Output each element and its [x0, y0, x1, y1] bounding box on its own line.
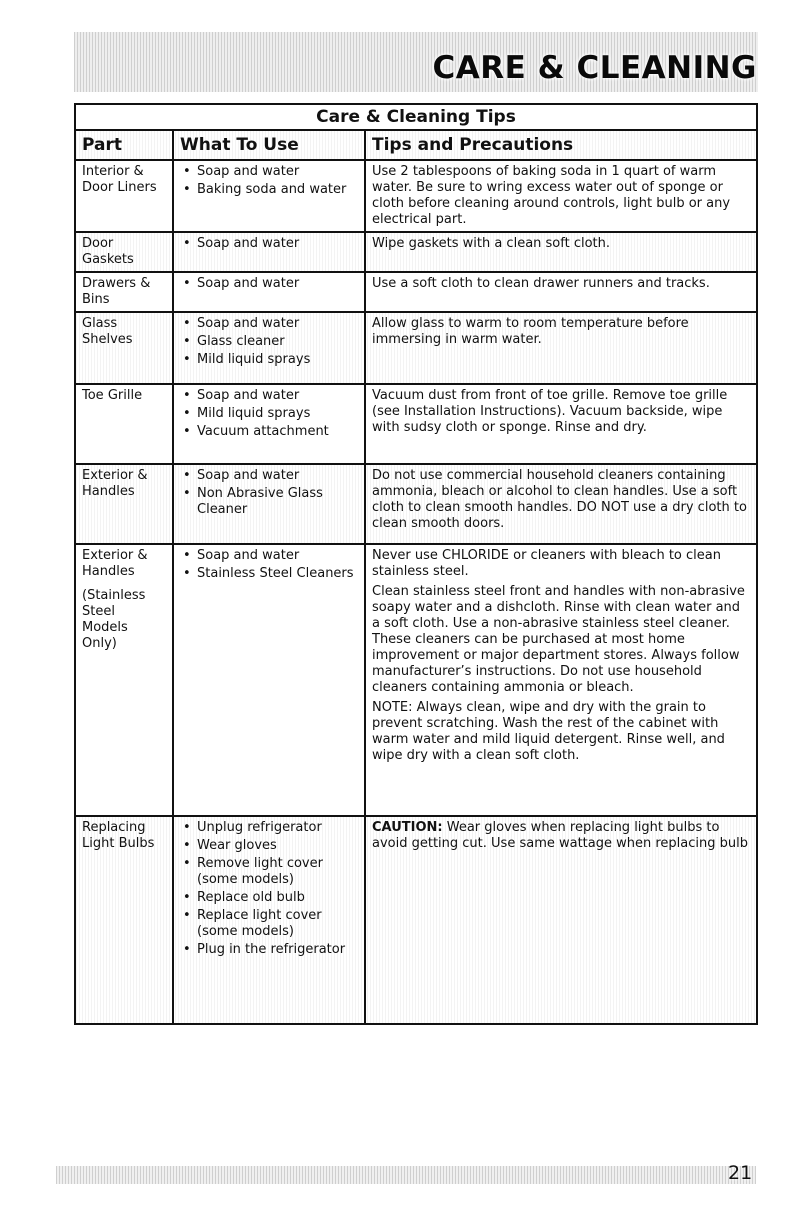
table-row: [76, 385, 756, 465]
list-item: • Mild liquid sprays: [180, 352, 358, 368]
column-header-tips: Tips and Precautions: [372, 135, 574, 155]
what-to-use-cell: [174, 817, 366, 1023]
list-item: • Plug in the refrigerator: [180, 942, 358, 958]
part-cell: Replacing Light Bulbs: [76, 817, 174, 1023]
list-item: • Mild liquid sprays: [180, 406, 358, 422]
what-to-use-cell: [174, 545, 366, 815]
what-to-use-cell: [174, 465, 366, 543]
part-cell: Glass Shelves: [76, 313, 174, 383]
part-cell: Toe Grille: [76, 385, 174, 463]
table-row: [76, 817, 756, 1023]
list-item: • Vacuum attachment: [180, 424, 358, 440]
table-row: [76, 233, 756, 273]
list-item: • Soap and water: [180, 388, 358, 404]
part-cell: Drawers & Bins: [76, 273, 174, 311]
list-item: • Soap and water: [180, 548, 358, 564]
list-item: • Stainless Steel Cleaners: [180, 566, 358, 582]
table-row: [76, 273, 756, 313]
list-item: • Unplug refrigerator: [180, 820, 358, 836]
table-header-row: [76, 131, 756, 161]
what-to-use-cell: [174, 385, 366, 463]
part-cell: Door Gaskets: [76, 233, 174, 271]
part-cell: Interior & Door Liners: [76, 161, 174, 231]
footer-band: [56, 1166, 756, 1184]
caution-label: CAUTION:: [372, 820, 443, 835]
tips-cell: Wipe gaskets with a clean soft cloth.: [372, 236, 611, 251]
list-item: • Remove light cover (some models): [180, 856, 358, 888]
table-row: [76, 545, 756, 817]
list-item: • Soap and water: [180, 276, 358, 292]
tips-cell: CAUTION: Wear gloves when replacing light bulbs to avoid getting cut. Use same wattage when replacing bulb: [372, 820, 748, 851]
tips-cell: Allow glass to warm to room temperature before immersing in warm water.: [372, 316, 689, 347]
part-cell: Exterior & Handles: [76, 465, 174, 543]
list-item: • Baking soda and water: [180, 182, 358, 198]
list-item: • Replace light cover (some models): [180, 908, 358, 940]
list-item: • Soap and water: [180, 236, 358, 252]
list-item: • Non Abrasive Glass Cleaner: [180, 486, 358, 518]
table-row: [76, 465, 756, 545]
tips-cell: Use 2 tablespoons of baking soda in 1 quart of warm water. Be sure to wring excess water out of sponge or cloth before cleaning around controls, light bulb or any electrical part.: [372, 164, 731, 227]
list-item: • Soap and water: [180, 468, 358, 484]
what-to-use-cell: [174, 233, 366, 271]
list-item: • Soap and water: [180, 316, 358, 332]
page-number: 21: [728, 1162, 753, 1184]
column-header-what-to-use: What To Use: [174, 131, 366, 159]
page-title: CARE & CLEANING: [432, 50, 757, 86]
care-cleaning-table: [74, 103, 758, 1025]
tips-cell: Never use CHLORIDE or cleaners with bleach to clean stainless steel. Clean stainless steel front and handles with non-abrasive soapy water and a dishcloth. Rinse with clean water and a soft cloth. Use a non-abrasive stainless steel cleaner. These cleaners can be purchased at most home improvement or major department stores. Always follow manufacturer’s instructions. Do not use household cleaners containing ammonia or bleach. NOTE: Always clean, wipe and dry with the grain to prevent scratching. Wash the rest of the cabinet with warm water and mild liquid detergent. Rinse well, and wipe dry with a clean soft cloth.: [372, 548, 745, 763]
tips-cell: Use a soft cloth to clean drawer runners and tracks.: [372, 276, 710, 291]
tips-cell: Vacuum dust from front of toe grille. Remove toe grille (see Installation Instructions). Vacuum backside, wipe with sudsy cloth or sponge. Rinse and dry.: [372, 388, 728, 435]
list-item: • Soap and water: [180, 164, 358, 180]
what-to-use-cell: [174, 161, 366, 231]
table-row: [76, 313, 756, 385]
what-to-use-cell: [174, 273, 366, 311]
table-title: Care & Cleaning Tips: [76, 105, 756, 131]
what-to-use-cell: [174, 313, 366, 383]
list-item: • Replace old bulb: [180, 890, 358, 906]
list-item: • Glass cleaner: [180, 334, 358, 350]
table-row: [76, 161, 756, 233]
list-item: • Wear gloves: [180, 838, 358, 854]
tips-cell: Do not use commercial household cleaners containing ammonia, bleach or alcohol to clean handles. Use a soft cloth to clean smooth handles. DO NOT use a dry cloth to clean smooth doors.: [372, 468, 747, 531]
part-cell: Exterior & Handles (Stainless Steel Models Only): [76, 545, 174, 815]
column-header-part: Part: [76, 131, 174, 159]
